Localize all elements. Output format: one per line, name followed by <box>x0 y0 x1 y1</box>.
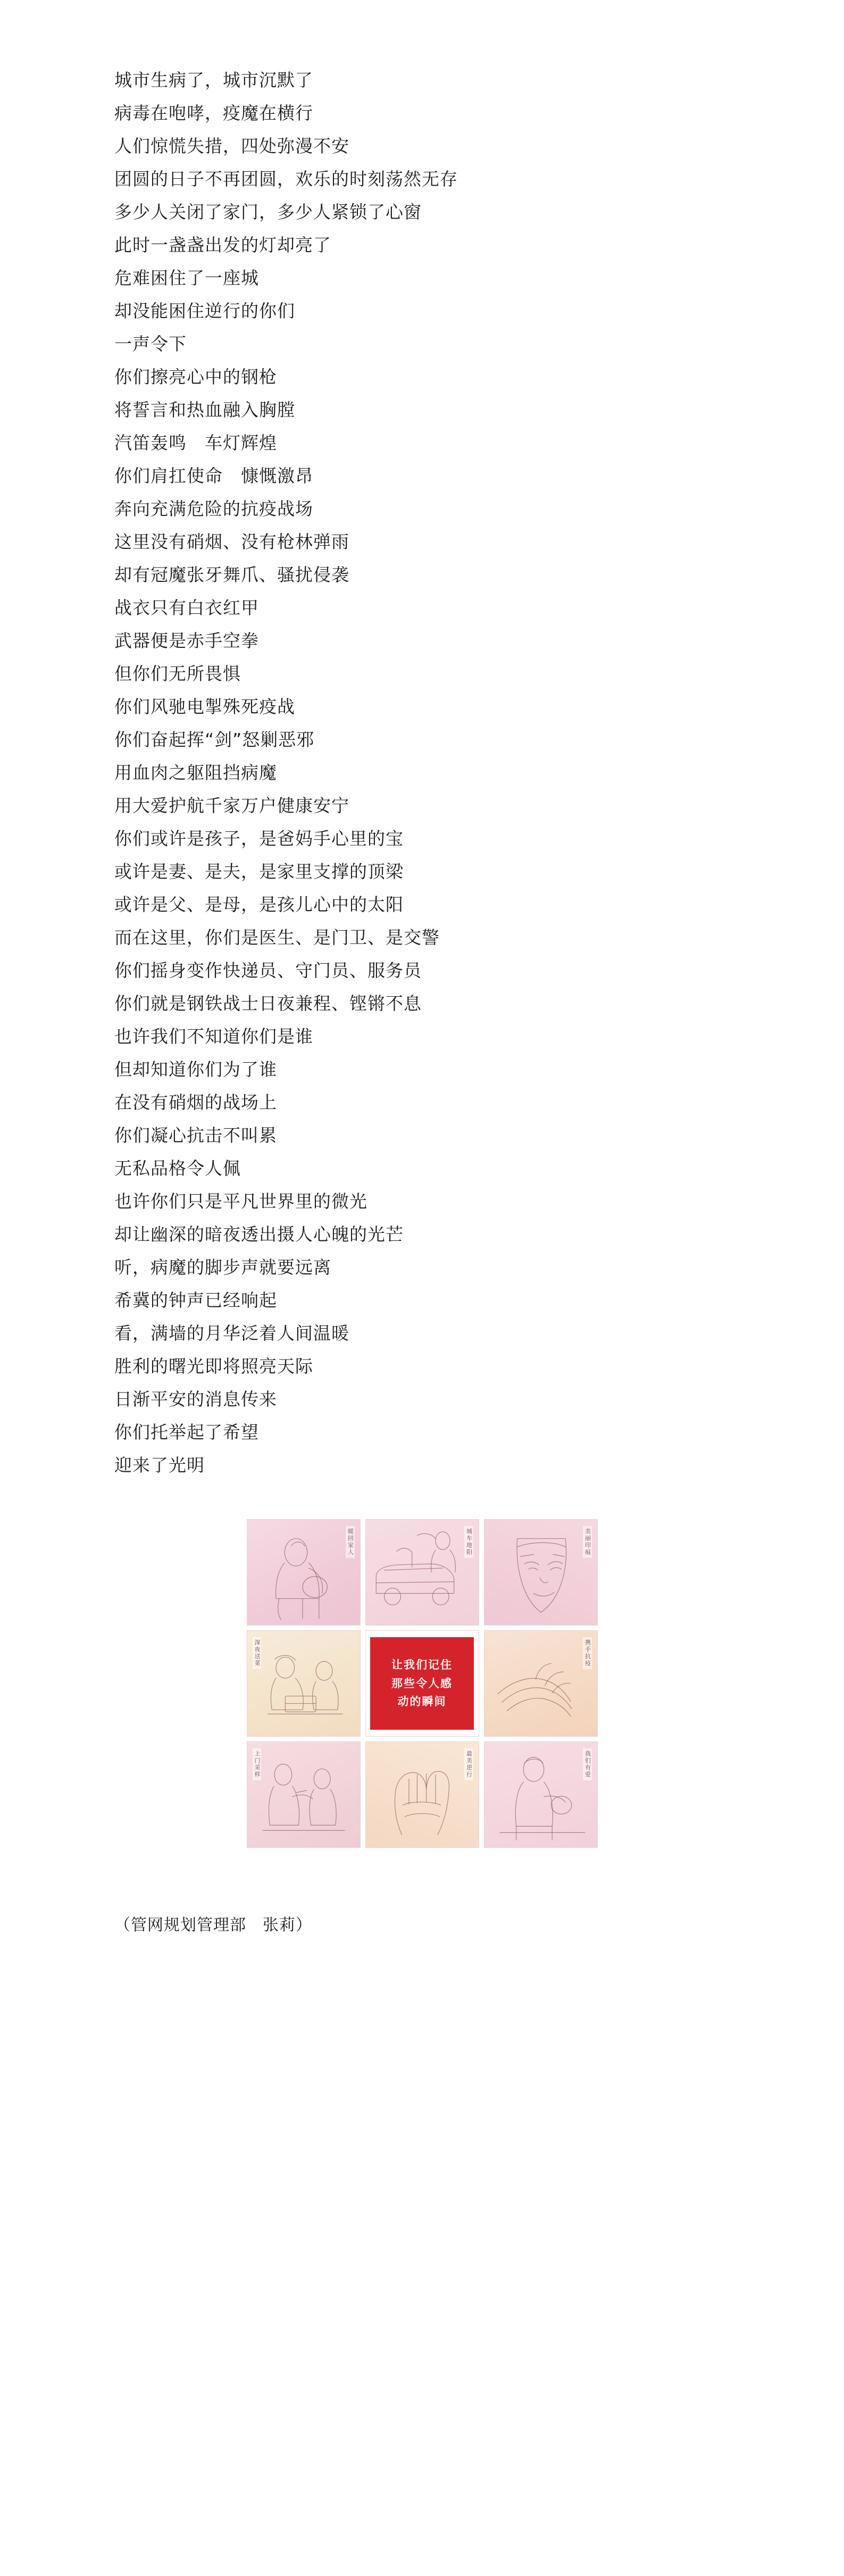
poem-line: 你们奋起挥“剑”怒剿恶邪 <box>114 729 315 750</box>
poem-line: 这里没有硝烟、没有枪林弹雨 <box>114 531 349 552</box>
poem-line: 汽笛轰鸣 车灯辉煌 <box>114 432 277 453</box>
sketch-illustration-hands-together <box>484 1631 597 1736</box>
sketch-illustration-hug <box>247 1520 360 1625</box>
sketch-illustration-hands <box>366 1742 479 1847</box>
poem-line: 在没有硝烟的战场上 <box>114 1092 277 1113</box>
poem-line: 城市生病了，城市沉默了 <box>114 70 313 90</box>
poem-line: 你们就是钢铁战士日夜兼程、铿锵不息 <box>114 993 422 1014</box>
poem-line: 或许是父、是母，是孩儿心中的太阳 <box>114 894 404 915</box>
poem-line: 也许你们只是平凡世界里的微光 <box>114 1191 367 1212</box>
poem-line: 将誓言和热血融入胸膛 <box>114 399 295 420</box>
poem-line: 无私品格令人佩 <box>114 1158 241 1179</box>
poem-line: 用大爱护航千家万户健康安宁 <box>114 795 349 816</box>
center-title-line-2: 那些令人感 <box>391 1677 453 1690</box>
poem-line: 你们托举起了希望 <box>114 1422 259 1443</box>
sketch-illustration-care <box>484 1742 597 1847</box>
gallery-cell-hug-family <box>247 1519 361 1625</box>
poem-line: 危难困住了一座城 <box>114 268 259 288</box>
poem-line: 听，病魔的脚步声就要远离 <box>114 1257 331 1278</box>
gallery-cell-tag: 暖回家人 <box>346 1526 355 1558</box>
poem-line: 却让幽深的暗夜透出摄人心魄的光芒 <box>114 1224 404 1245</box>
gallery-cell-we-have-love <box>484 1741 598 1848</box>
poem-line: 日渐平安的消息传来 <box>114 1389 277 1410</box>
poem-line: 希冀的钟声已经响起 <box>114 1290 277 1311</box>
poem-line: 你们或许是孩子，是爸妈手心里的宝 <box>114 828 404 849</box>
gallery-cell-fight-together <box>484 1630 598 1737</box>
gallery-cell-hand-marks <box>365 1741 479 1848</box>
poem-line: 或许是妻、是夫，是家里支撑的顶梁 <box>114 861 404 882</box>
poem-line: 团圆的日子不再团圆，欢乐的时刻荡然无存 <box>114 169 458 189</box>
poem-line: 你们风驰电掣殊死疫战 <box>114 696 295 717</box>
sketch-illustration-car <box>366 1520 479 1625</box>
center-title-line-3: 动的瞬间 <box>397 1695 447 1708</box>
poem-line: 人们惊慌失措，四处弥漫不安 <box>114 136 349 156</box>
gallery-cell-tag: 最美逆行 <box>464 1748 473 1780</box>
poem-line: 但你们无所畏惧 <box>114 663 241 684</box>
bottom-spacer <box>0 1935 844 2031</box>
gallery-cell-night-delivery <box>247 1630 361 1737</box>
sketch-illustration-face <box>484 1520 597 1625</box>
gallery-cell-tag: 上门采样 <box>253 1748 262 1780</box>
sketch-illustration-sampling <box>247 1742 360 1847</box>
author-signature: （管网规划管理部 张莉） <box>114 1916 312 1935</box>
poem-line: 武器便是赤手空拳 <box>114 630 259 651</box>
gallery-cell-door-sampling <box>247 1741 361 1848</box>
poem-line: 而在这里，你们是医生、是门卫、是交警 <box>114 927 440 948</box>
poem-line: 战衣只有白衣红甲 <box>114 597 259 618</box>
center-title-line-1: 让我们记住 <box>391 1658 453 1672</box>
poem-line: 病毒在咆哮，疫魔在横行 <box>114 103 313 123</box>
poem-line: 多少人关闭了家门，多少人紧锁了心窗 <box>114 202 422 222</box>
poem-line: 却有冠魔张牙舞爪、骚扰侵袭 <box>114 564 349 585</box>
poem-line: 你们摇身变作快递员、守门员、服务员 <box>114 960 422 981</box>
poem-line: 此时一盏盏出发的灯却亮了 <box>114 235 331 255</box>
poem-line: 迎来了光明 <box>114 1455 205 1475</box>
gallery-cell-car-sunrise <box>365 1519 479 1625</box>
gallery-cell-tag: 美丽印痕 <box>583 1526 592 1558</box>
poem-body <box>114 64 742 1482</box>
gallery-cell-mask-marks <box>484 1519 598 1625</box>
gallery-cell-tag: 携手抗疫 <box>583 1637 592 1669</box>
gallery-cell-tag: 我们有爱 <box>583 1748 592 1780</box>
illustration-gallery <box>247 1519 598 1848</box>
poem-line: 看，满墙的月华泛着人间温暖 <box>114 1323 349 1344</box>
gallery-center-title <box>365 1630 479 1737</box>
illustration-gallery-wrapper <box>0 1519 844 1848</box>
poem-line: 你们肩扛使命 慷慨激昂 <box>114 465 313 486</box>
gallery-cell-tag: 深夜送菜 <box>253 1637 262 1669</box>
poem-line: 胜利的曙光即将照亮天际 <box>114 1356 313 1377</box>
center-title-block <box>370 1637 474 1730</box>
gallery-cell-tag: 城车地阳 <box>464 1526 473 1558</box>
poem-line: 却没能困住逆行的你们 <box>114 301 295 321</box>
poem-line: 你们擦亮心中的钢枪 <box>114 366 277 387</box>
poem-line: 你们凝心抗击不叫累 <box>114 1125 277 1146</box>
poem-line: 一声令下 <box>114 334 187 354</box>
poem-line: 奔向充满危险的抗疫战场 <box>114 498 313 519</box>
poem-line: 但却知道你们为了谁 <box>114 1059 277 1080</box>
poem-line: 用血肉之躯阻挡病魔 <box>114 762 277 783</box>
sketch-illustration-night-delivery <box>247 1631 360 1736</box>
poem-line: 也许我们不知道你们是谁 <box>114 1026 313 1047</box>
